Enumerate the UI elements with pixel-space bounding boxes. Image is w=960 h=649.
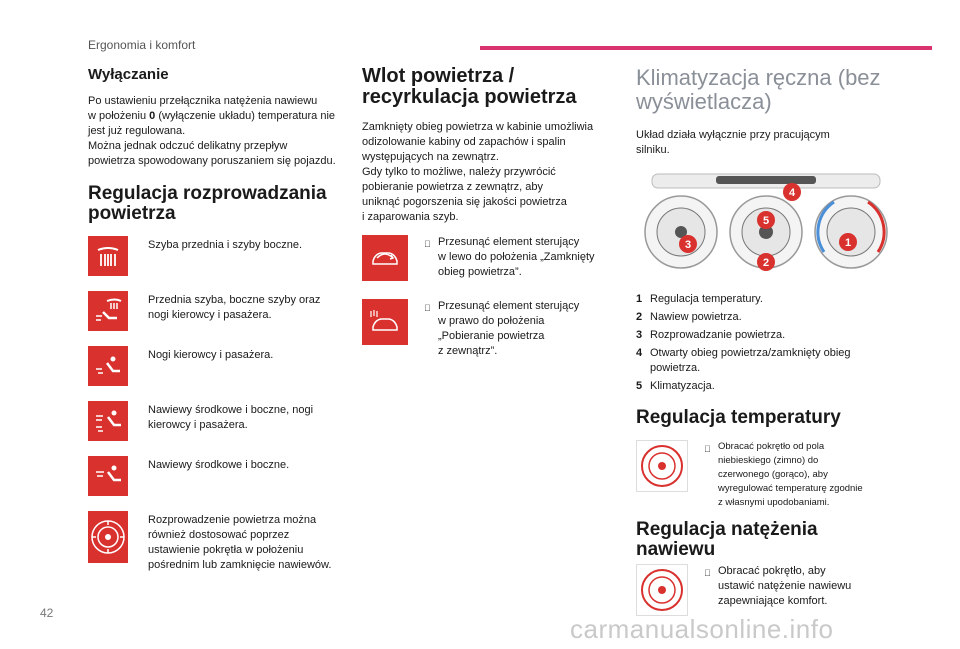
legend-item: 4 Otwarty obieg powietrza/zamknięty obieg powietrza. [636, 347, 851, 374]
bullet-marker [424, 299, 438, 359]
recirculation-icon [362, 235, 408, 281]
fan-speed-step: Obracać pokrętło, aby ustawić natężenie nawiewu zapewniające komfort. [636, 564, 896, 616]
fresh-air-intake-icon [362, 299, 408, 345]
heading-manual-ac: Klimatyzacja ręczna (bez wyświetlacza) [636, 65, 881, 114]
distribution-dial [645, 196, 717, 268]
fresh-air-step: Przesunąć element sterujący w prawo do położenia „Pobieranie powietrza z zewnątrz”. [362, 299, 622, 359]
distribution-dial-icon [88, 511, 128, 563]
manual-ac-intro: Układ działa wyłącznie przy pracującym silniku. [636, 129, 830, 156]
distribution-item: Szyba przednia i szyby boczne. [88, 236, 350, 276]
callout-1: 1 [844, 237, 852, 249]
heading-temperature: Regulacja temperatury [636, 407, 841, 428]
face-vent-icon [88, 456, 128, 496]
bullet-marker [704, 440, 718, 510]
face-feet-vent-icon [88, 401, 128, 441]
bullet-marker [704, 564, 718, 609]
section-header: Ergonomia i komfort [88, 38, 196, 52]
callout-2: 2 [762, 257, 770, 269]
column-middle [362, 66, 622, 377]
legend-item: 1 Regulacja temperatury. [636, 293, 763, 305]
distribution-item: Nogi kierowcy i pasażera. [88, 346, 350, 386]
feet-vent-icon [88, 346, 128, 386]
section-accent-bar [480, 46, 932, 50]
callout-4: 4 [788, 187, 796, 199]
watermark: carmanualsonline.info [570, 614, 834, 644]
callout-3: 3 [684, 239, 692, 251]
column-left [88, 66, 350, 583]
temperature-step: Obracać pokrętło od pola niebieskiego (zimno) do czerwonego (gorąco), aby wyregulować temperaturę zgodnie z własnymi upodobaniami. [636, 440, 896, 510]
distribution-dial-note: Rozprowadzenie powietrza można również dostosować poprzez ustawienie pokrętła w położeniu pośrednim lub zamknięcie nawiewów. [88, 511, 350, 573]
bullet-marker [424, 235, 438, 280]
recirculation-step: Przesunąć element sterujący w lewo do położenia „Zamknięty obieg powietrza”. [362, 235, 622, 281]
temperature-dial [815, 196, 887, 268]
heading-distribution: Regulacja rozprowadzania powietrza [88, 183, 327, 224]
page-number: 42 [40, 606, 54, 620]
column-right [636, 66, 896, 634]
air-intake-intro: Zamknięty obieg powietrza w kabinie umożliwia odizolowanie kabiny od zapachów i spalin występujących na zewnątrz. Gdy tylko to możliwe, należy przywrócić pobieranie powietrza z zewnątrz, aby uniknąć pogorszenia się jakości powietrza i zaparowania szyb. [362, 121, 594, 223]
heading-off: Wyłączanie [88, 66, 169, 83]
distribution-item: Przednia szyba, boczne szyby oraz nogi kierowcy i pasażera. [88, 291, 350, 331]
off-text: Po ustawieniu przełącznika natężenia nawiewu w położeniu 0 (wyłączenie układu) temperatura nie jest już regulowana. Można jednak odczuć delikatny przepływ powietrza spowodowany poruszaniem się pojazdu. [88, 95, 336, 167]
heading-fan-speed: Regulacja natężenia nawiewu [636, 519, 818, 560]
distribution-item: Nawiewy środkowe i boczne, nogi kierowcy i pasażera. [88, 401, 350, 441]
callout-5: 5 [762, 215, 770, 227]
legend-item: 2 Nawiew powietrza. [636, 311, 742, 323]
windscreen-feet-icon [88, 291, 128, 331]
legend-item: 3 Rozprowadzanie powietrza. [636, 329, 786, 341]
heading-air-intake: Wlot powietrza / recyrkulacja powietrza [362, 65, 577, 108]
legend-item: 5 Klimatyzacja. [636, 380, 715, 392]
distribution-item: Nawiewy środkowe i boczne. [88, 456, 350, 496]
temperature-dial-icon [636, 440, 688, 492]
fan-speed-dial-icon [636, 564, 688, 616]
windscreen-defrost-icon [88, 236, 128, 276]
ac-control-panel-illustration [636, 170, 896, 282]
panel-legend [636, 292, 896, 394]
